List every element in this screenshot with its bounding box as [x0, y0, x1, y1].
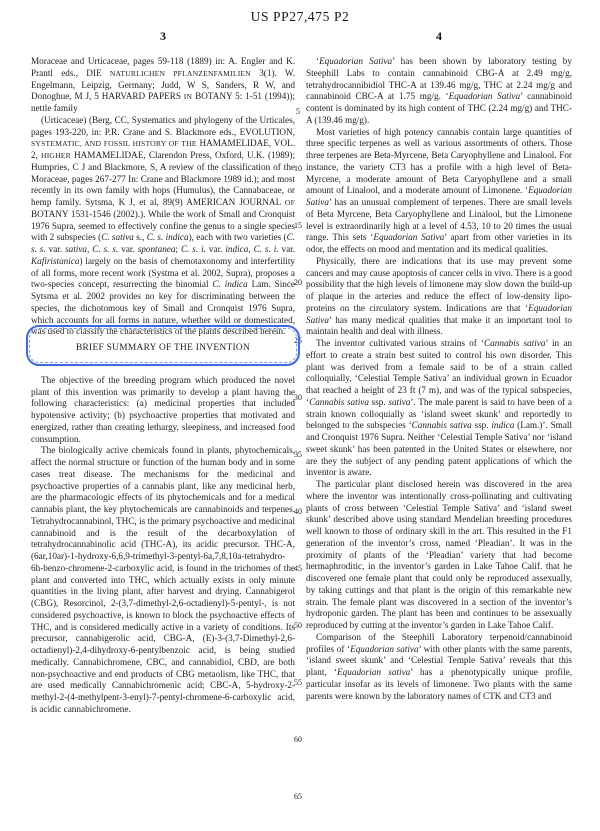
- left-column-page-number: 3: [160, 29, 166, 43]
- line-number: 30: [294, 393, 302, 402]
- paragraph: Physically, there are indications that its use may prevent some cancers and may cause apoptosis of cancer cells in vivo. There is a good possibility that the high levels of limonene may slow down the build-up of plaque in the arteries and reduce the effect of low-density lipo-proteins on the circulatory system. Indications are that ‘Equadorian Sativa’ has many medical qualities that make it an important tool to maintain health and deal with illness.: [306, 255, 572, 337]
- paragraph: ‘Equadorian Sativa’ has been shown by laboratory testing by Steephill Labs to contain cannabinoid CBG-A at 2.49 mg/g, tetrahydrocannibidiol THC-A at 139.46 mg/g, THC at 2.24 mg/g and cannabinoid CBC-A at 1.75 mg/g. ‘Equadorian Sativa’ cannabinoid content is dominated by its high content of THC (2.24 mg/g) and THC-A (139.46 mg/g).: [306, 56, 572, 125]
- paragraph: The particular plant disclosed herein was discovered in the area where the inventor was intentionally cross-pollinating and cultivating plants of cross between ‘Celestial Temple Sativa’ and ‘island sweet skunk’ described above using standard Mendelian breeding procedures well known to those of ordinary skill in the art. This resulted in the F1 generation of the inventor’s cross, named ‘Pleadian’. It was in the proximity of plants of the ‘Pleadian’ variety that had become hermaphroditic, in the inventor’s garden in Lake Tahoe Calif. that he discovered one female plant that could only be reproduced assexually, by taking cuttings and that plant is the origin of this remarkable new strain. The female plant was discovered in a section of the inventor’s hydroponic garden. The plant has been and continues to be assexually reproduced by cutting at the inventor’s garden in Lake Tahoe Calif.: [306, 479, 572, 630]
- right-text-column: [306, 56, 572, 702]
- paragraph: The inventor cultivated various strains of ‘Cannabis sativa’ in an effort to create a strain best suited to control his own disorder. This plant was derived from a female said to be of a strain called colloquially, ‘Celestial Temple Sativa’ an individual grown in Ecuador that reached a height of 23 ft (7 m), and was of the typical subspecies, ‘Cannabis sativa ssp. sativa’. The male parent is said to have been of a strain known colloquially as ‘island sweet skunk’ and reportedly to belonged to the subspecies ‘Cannabis sativa ssp. indica (Lam.)’. Small and Cronquist 1976 Supra. Neither ‘Celestial Temple Sativa’ nor ‘island sweet skunk’ has been patented in the United States or elsewhere, nor are they the subject of any pending patent applications of which the inventor is aware.: [306, 338, 573, 478]
- line-number: 25: [294, 336, 302, 345]
- left-text-column: [31, 56, 295, 716]
- line-number: 35: [294, 450, 302, 459]
- line-number: 50: [294, 621, 302, 630]
- line-number: 55: [294, 678, 302, 687]
- paragraph: Moraceae and Urticaceae, pages 59-118 (1889) in: A. Engler and K. Prantl eds., DIE NATURLICHEN PFLANZENFAMILIEN 3(1). W. Engelmann, Leipzig, Germany; Judd, W S, Sanders, R W, and Donoghue, M J, 5 HARVARD PAPERS IN BOTANY 5: 1-51 (1994)); nettle family: [31, 56, 295, 113]
- line-number: 5: [296, 107, 300, 116]
- section-heading: BRIEF SUMMARY OF THE INVENTION: [75, 343, 251, 353]
- paragraph: Comparison of the Steephill Laboratory terpenoid/cannabinoid profiles of ‘Equadorian sativa’ with other plants with the same parents, ‘island sweet skunk’ and ‘Celestial Temple Sativa’ reveals that this plant, ‘Equadorian sativa’ has a phenotypically unique profile, particular insofar as its levels of limonene. Two plants with the same parents were known by the laboratory names of CTK and CT3 and: [306, 631, 573, 701]
- paragraph: The objective of the breeding program which produced the novel plant of this invention was primarily to develop a plant having the following characteristics: (a) medicinal properties that included hypotensive activity; (b) psychoactive properties that motivated and energized, rather than creating lethargy, sleepiness, and increased food consumption.: [31, 374, 295, 444]
- paragraph: Most varieties of high potency cannabis contain large quantities of three specific terpenes as well as various assortments of others. Those three terpenes are Beta-Myrcene, Beta Caryophyllene and Linalool. For instance, the variety CT3 has a profile with a high level of Beta-Myrcene, a moderate amount of Beta Caryophyllene and a small amount of Linalool, and a moderate amount of Limonene. ‘Equadorian Sativa’ has an unusual complement of terpenes. There are small levels of Beta Myrcene, Beta Caryophyllene and Linalool, but the Limonene level is extraordinarily high at a level of 4.53, 10 to 20 times the usual range. This sets ‘Equadorian Sativa’ apart from other varieties in its odor, the effects on mood and mentation and its medical qualities.: [306, 126, 572, 254]
- line-number: 65: [294, 792, 302, 801]
- line-number: 15: [294, 221, 302, 230]
- line-number: 40: [294, 507, 302, 516]
- line-number: 20: [294, 278, 302, 287]
- paragraph: The biologically active chemicals found in plants, phytochemicals, affect the normal structure or function of the human body and in some cases treat disease. The mechanisms for the medicinal and psychoactive properties of a cannabis plant, like any medicinal herb, are the pharmacologic effects of its phytochemicals and for a medical cannabis plant, the key phytochemicals are cannabinoids and terpenes. Tetrahydrocannabinol, THC, is the primary psychoactive and medicinal cannabinoid and is the result of the decarboxylation of tetrahydrocannabinolic acid (THC-A), its acidic precursor. THC-A, (6ar,10ar)-1-hydroxy-6,6,9-trimethyl-3-pentyl-6a,7,8,10a-tetrahydro-6h-benzo-chromene-2-carboxylic acid, is found in the trichomes of the plant and converted into THC, which actually exists in only minute quantities in the living plant, after harvest and drying. Cannabigerol (CBG), Resorcinol, 2-(3,7-dimethyl-2,6-octadienyl)-5-pentyl-, is not considered psychoactive, is known to block the psychoactive effects of THC, and is considered medically active in a variety of conditions. Its precursor, cannabigerolic acid, CBG-A, (E)-3-(3,7-Dimethyl-2,6-octadienyl)-2,4-dihydroxy-6-pentylbenzoic acid, is being studied medically. Cannabichromene, CBC, and cannabidiol, CBD, are both non-psychoactive and end products of CBG metaolism, like THC, that are used medically Cannabichromenic acid; CBC-A, 5-hydroxy-2-methyl-2-(4-methylpent-3-enyl)-7-pentyl-chromene-6-carboxylic acid, is acidic cannabichromene.: [31, 445, 295, 714]
- paragraph: (Urticaceae) (Berg, CC, Systematics and phylogeny of the Urticales, pages 193-220, in: P.R. Crane and S. Blackmore eds., EVOLUTION, SYSTEMATIC, AND FOSSIL HISTORY OF THE HAMAMELIDAE, VOL. 2, HIGHER HAMAMELIDAE, Clarendon Press, Oxford, U.K. (1989); Humpries, C J and Blackmore, S, A review of the classification of the Moraceae, pages 267-277 In: Crane and Blackmore 1989 id.); and most recently in its own family with hops (Humulus), the Cannabaceae, or hemp family. Sytsma, K J, et al, 89(9) AMERICAN JOURNAL OF BOTANY 1531-1546 (2002).). While the work of Small and Cronquist 1976 Supra, seemed to effectively confine the genus to a single species with 2 subspecies (C. sativa s., C. s. indica), each with two varieties (C. s. s. var. sativa, C. s. s. var. spontanea; C. s. i. var. indica, C. s. i. var. Kafiristanica) largely on the basis of chemotaxonomy and interfertility of all forms, more recent work (Systma et al. 2002, Supra), proposes a two-species concept, resurrecting the binomial C. indica Lam. Since Sytsma et al. 2002 provides no key for discriminating between the species, the dichotomous key of Small and Cronquist 1976 Supra, which accounts for all forms in nature, whether wild or domesticated, was used to classify the characteristics of the plants described herein.: [31, 114, 296, 337]
- line-number: 60: [294, 735, 302, 744]
- line-number: 10: [294, 164, 302, 173]
- right-column-page-number: 4: [436, 29, 442, 43]
- patent-number-header: US PP27,475 P2: [250, 9, 350, 24]
- highlight-annotation-box: [26, 325, 300, 366]
- line-number: 45: [294, 564, 302, 573]
